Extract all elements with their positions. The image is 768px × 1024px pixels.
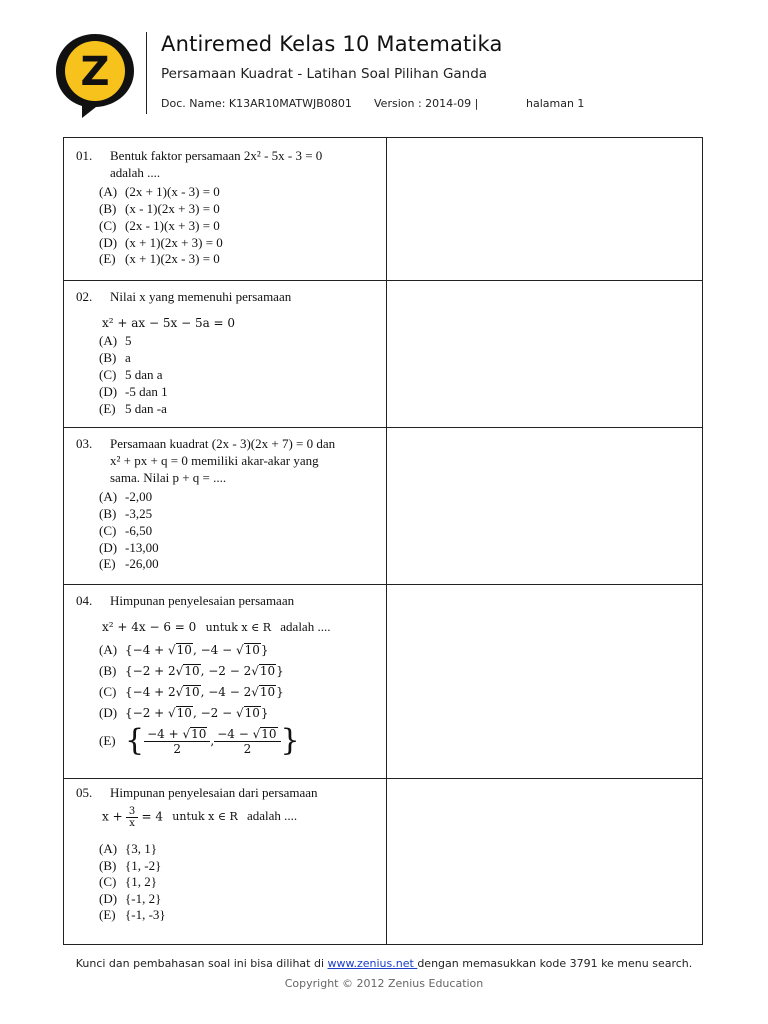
question-text: adalah ....	[110, 165, 161, 180]
option-b: (B) -3,25	[99, 506, 153, 521]
question-table	[63, 137, 703, 945]
option-e: (E) -26,00	[99, 556, 159, 571]
question-row-2	[64, 281, 702, 428]
option-a: (A) {−4 + √10, −4 − √10}	[99, 642, 269, 657]
question-row-3	[64, 428, 702, 585]
question-text: Himpunan penyelesaian dari persamaan	[110, 785, 318, 800]
footer-text: Kunci dan pembahasan soal ini bisa dilihat di www.zenius.net dengan memasukkan kode 3791 ke menu search.	[75, 957, 693, 970]
question-row-5	[64, 779, 702, 945]
option-a: (A) (2x + 1)(x - 3) = 0	[99, 184, 220, 199]
question-text: sama. Nilai p + q = ....	[110, 470, 227, 485]
option-e: (E) {-1, -3}	[99, 907, 166, 922]
doc-version: Version : 2014-09 |	[374, 97, 479, 110]
option-a: (A) {3, 1}	[99, 841, 157, 856]
question-number: 04.	[76, 593, 93, 608]
option-e: (E) 5 dan -a	[99, 401, 167, 416]
option-e: (E) (x + 1)(2x - 3) = 0	[99, 251, 220, 266]
option-a: (A) -2,00	[99, 489, 153, 504]
question-text: x² + px + q = 0 memiliki akar-akar yang	[110, 453, 319, 468]
option-d: (D) -13,00	[99, 540, 159, 555]
zenius-link[interactable]: www.zenius.net	[327, 957, 418, 970]
question-cell	[64, 281, 386, 427]
question-text: Persamaan kuadrat (2x - 3)(2x + 7) = 0 dan	[110, 436, 336, 451]
zenius-logo	[52, 30, 138, 120]
question-number: 05.	[76, 785, 93, 800]
option-c: (C) 5 dan a	[99, 367, 163, 382]
question-text: Himpunan penyelesaian persamaan	[110, 593, 295, 608]
option-d: (D) {-1, 2}	[99, 891, 162, 906]
question-number: 01.	[76, 148, 93, 163]
domain-text: untuk x ∈ R	[205, 621, 272, 634]
option-b: (B) {1, -2}	[99, 858, 162, 873]
question-cell	[64, 585, 386, 778]
question-text: adalah ....	[247, 808, 298, 824]
option-c: (C) (2x - 1)(x + 3) = 0	[99, 218, 220, 233]
question-number: 03.	[76, 436, 93, 451]
question-number: 02.	[76, 289, 93, 304]
copyright: Copyright © 2012 Zenius Education	[284, 977, 484, 990]
logo-letter: Z	[80, 49, 110, 95]
question-cell: 05. Himpunan penyelesaian dari persamaan x + $\frac{3}{x}$ = 4 untuk x ∈ R adalah .... (A) {3, 1} (B) {1, -2} (C) {1, 2} (D) {-1, 2} (E) {-1, -3}	[76, 785, 318, 922]
page-subtitle: Persamaan Kuadrat - Latihan Soal Pilihan Ganda	[161, 66, 488, 82]
question-equation: x² + 4x − 6 = 0	[102, 620, 197, 634]
option-a: (A) 5	[99, 333, 132, 348]
option-e: (E) { $\frac{-4 + √10}{2}$ , $\frac{-4 - √10}{2}$ }	[99, 723, 300, 759]
option-c: (C) -6,50	[99, 523, 153, 538]
question-equation: x² + ax − 5x − 5a = 0	[102, 316, 236, 330]
page-title: Antiremed Kelas 10 Matematika	[161, 32, 503, 56]
question-text: Nilai x yang memenuhi persamaan	[110, 289, 292, 304]
question-row-4	[64, 585, 702, 779]
option-d: (D) -5 dan 1	[99, 384, 168, 399]
header-divider	[146, 32, 147, 114]
question-cell	[64, 138, 386, 280]
option-c: (C) {1, 2}	[99, 874, 157, 889]
doc-name: Doc. Name: K13AR10MATWJB0801	[161, 97, 352, 110]
option-c: (C) {−4 + 2√10, −4 − 2√10}	[99, 684, 284, 699]
question-text: Bentuk faktor persamaan 2x² - 5x - 3 = 0	[110, 148, 323, 163]
page-number: halaman 1	[526, 97, 585, 110]
domain-text: untuk x ∈ R	[172, 810, 238, 824]
option-d: (D) (x + 1)(2x + 3) = 0	[99, 235, 223, 250]
question-text: adalah ....	[280, 619, 331, 634]
question-cell	[64, 428, 386, 584]
question-row-1	[64, 138, 702, 281]
option-b: (B) {−2 + 2√10, −2 − 2√10}	[99, 663, 284, 678]
option-d: (D) {−2 + √10, −2 − √10}	[99, 705, 269, 720]
option-b: (B) (x - 1)(2x + 3) = 0	[99, 201, 220, 216]
option-b: (B) a	[99, 350, 131, 365]
